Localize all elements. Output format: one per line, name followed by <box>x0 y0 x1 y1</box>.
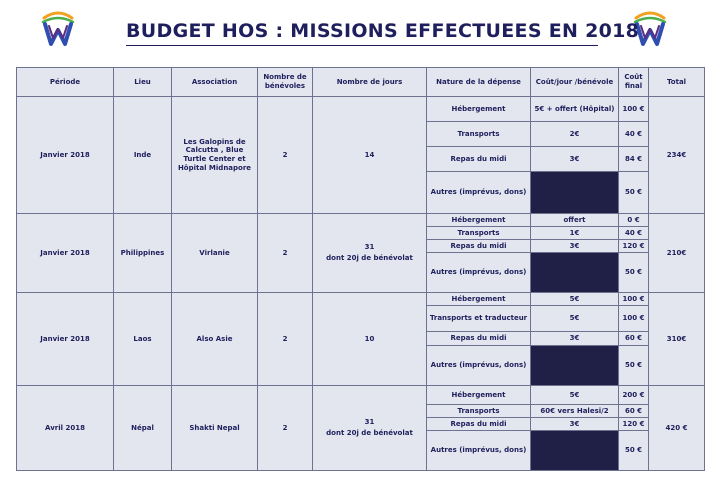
expense-final-cell: 40 € <box>619 122 649 147</box>
days-note: dont 20j de bénévolat <box>326 254 413 262</box>
expense-nature-cell: Repas du midi <box>427 240 531 253</box>
period-cell: Avril 2018 <box>17 386 114 471</box>
expense-cost-cell: 3€ <box>531 418 619 431</box>
table-row <box>17 386 705 405</box>
volunteers-cell: 2 <box>258 97 313 214</box>
expense-nature-cell: Transports <box>427 405 531 418</box>
association-cell: Shakti Nepal <box>172 386 258 471</box>
header-association: Association <box>172 68 258 97</box>
header-nature-depense: Nature de la dépense <box>427 68 531 97</box>
expense-final-cell: 50 € <box>619 172 649 214</box>
expense-final-cell: 60 € <box>619 405 649 418</box>
expense-final-cell: 100 € <box>619 293 649 306</box>
days-cell <box>313 386 427 471</box>
total-cell: 234€ <box>649 97 705 214</box>
days-cell <box>313 214 427 293</box>
expense-nature-cell: Transports et traducteur <box>427 306 531 332</box>
expense-cost-cell: 3€ <box>531 240 619 253</box>
header-row <box>17 68 705 97</box>
expense-final-cell: 0 € <box>619 214 649 227</box>
expense-cost-cell: 5€ <box>531 386 619 405</box>
total-cell: 310€ <box>649 293 705 386</box>
expense-nature-cell: Repas du midi <box>427 147 531 172</box>
association-cell: Also Asie <box>172 293 258 386</box>
expense-nature-cell: Autres (imprévus, dons) <box>427 253 531 293</box>
budget-table <box>16 67 705 471</box>
days-value: 10 <box>364 334 375 343</box>
expense-final-cell: 50 € <box>619 346 649 386</box>
expense-final-cell: 40 € <box>619 227 649 240</box>
association-cell: Virlanie <box>172 214 258 293</box>
expense-nature-cell: Hébergement <box>427 214 531 227</box>
table-row <box>17 293 705 306</box>
expense-final-cell: 50 € <box>619 431 649 471</box>
total-cell: 210€ <box>649 214 705 293</box>
volunteers-cell: 2 <box>258 293 313 386</box>
place-cell: Laos <box>114 293 172 386</box>
expense-cost-cell: offert <box>531 214 619 227</box>
expense-cost-cell-empty <box>531 253 619 293</box>
expense-final-cell: 120 € <box>619 418 649 431</box>
expense-cost-cell: 3€ <box>531 147 619 172</box>
days-cell <box>313 97 427 214</box>
expense-final-cell: 84 € <box>619 147 649 172</box>
days-value: 14 <box>364 150 375 159</box>
header-nombre-benevoles: Nombre de bénévoles <box>258 68 313 97</box>
association-cell: Les Galopins de Calcutta , Blue Turtle Center et Hôpital Midnapore <box>172 97 258 214</box>
expense-nature-cell: Repas du midi <box>427 332 531 346</box>
place-cell: Inde <box>114 97 172 214</box>
expense-cost-cell-empty <box>531 346 619 386</box>
expense-cost-cell: 3€ <box>531 332 619 346</box>
days-cell <box>313 293 427 386</box>
header-cout-final: Coût final <box>619 68 649 97</box>
header-lieu: Lieu <box>114 68 172 97</box>
header-periode: Période <box>17 68 114 97</box>
expense-nature-cell: Hébergement <box>427 386 531 405</box>
page-title: BUDGET HOS : MISSIONS EFFECTUEES EN 2018 <box>126 20 598 46</box>
place-cell: Philippines <box>114 214 172 293</box>
expense-cost-cell: 5€ <box>531 306 619 332</box>
place-cell: Népal <box>114 386 172 471</box>
period-cell: Janvier 2018 <box>17 97 114 214</box>
expense-final-cell: 100 € <box>619 97 649 122</box>
association-logo-left <box>36 10 80 48</box>
expense-cost-cell: 2€ <box>531 122 619 147</box>
header-nombre-jours: Nombre de jours <box>313 68 427 97</box>
days-value: 31 <box>364 418 375 427</box>
expense-final-cell: 100 € <box>619 306 649 332</box>
period-cell: Janvier 2018 <box>17 214 114 293</box>
expense-nature-cell: Transports <box>427 227 531 240</box>
expense-nature-cell: Transports <box>427 122 531 147</box>
expense-nature-cell: Hébergement <box>427 97 531 122</box>
total-cell: 420 € <box>649 386 705 471</box>
expense-cost-cell: 1€ <box>531 227 619 240</box>
expense-final-cell: 120 € <box>619 240 649 253</box>
days-note: dont 20j de bénévolat <box>326 429 413 437</box>
expense-nature-cell: Repas du midi <box>427 418 531 431</box>
volunteers-cell: 2 <box>258 386 313 471</box>
expense-cost-cell: 5€ <box>531 293 619 306</box>
expense-final-cell: 200 € <box>619 386 649 405</box>
expense-nature-cell: Hébergement <box>427 293 531 306</box>
table-row <box>17 214 705 227</box>
expense-nature-cell: Autres (imprévus, dons) <box>427 172 531 214</box>
expense-final-cell: 50 € <box>619 253 649 293</box>
expense-cost-cell-empty <box>531 431 619 471</box>
days-value: 31 <box>364 243 375 252</box>
expense-cost-cell: 5€ + offert (Hôpital) <box>531 97 619 122</box>
volunteers-cell: 2 <box>258 214 313 293</box>
expense-nature-cell: Autres (imprévus, dons) <box>427 346 531 386</box>
table-row <box>17 97 705 122</box>
expense-cost-cell: 60€ vers Halesi/2 <box>531 405 619 418</box>
header-cout-jour: Coût/jour /bénévole <box>531 68 619 97</box>
period-cell: Janvier 2018 <box>17 293 114 386</box>
expense-cost-cell-empty <box>531 172 619 214</box>
header-total: Total <box>649 68 705 97</box>
expense-nature-cell: Autres (imprévus, dons) <box>427 431 531 471</box>
expense-final-cell: 60 € <box>619 332 649 346</box>
